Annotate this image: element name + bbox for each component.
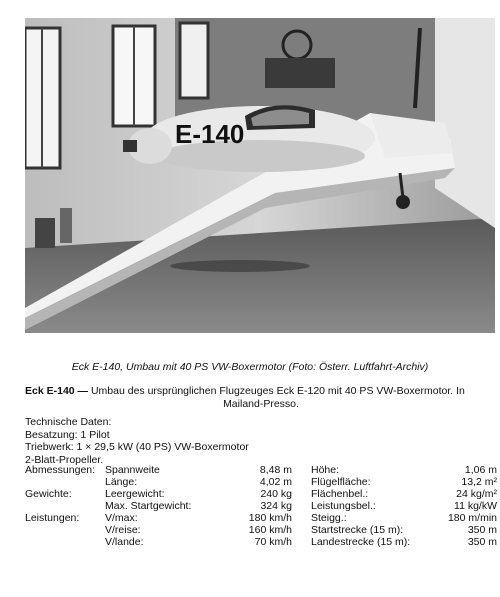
spec-group: Leistungen: [25,512,80,524]
propeller-line: 2-Blatt-Propeller. [25,453,104,466]
spec-value: 1,06 m [464,464,497,476]
spec-value: 4,02 m [259,476,292,488]
spec-value: 8,48 m [259,464,292,476]
aircraft-photo [25,18,495,333]
spec-label: Flügelfläche: [311,476,371,488]
spec-row [25,488,497,500]
spec-label: Leergewicht: [105,488,165,500]
engine-line: Triebwerk: 1 × 29,5 kW (40 PS) VW-Boxermotor [25,441,249,453]
spec-label: Landestrecke (15 m): [311,536,411,548]
spec-label: Max. Startgewicht: [105,500,192,512]
crew-line: Besatzung: 1 Pilot [25,428,110,441]
spec-value: 160 km/h [248,524,292,536]
intro-paragraph [25,385,497,410]
spec-row [25,536,497,548]
spec-row [25,500,497,512]
spec-value: 240 kg [260,488,292,500]
aircraft-name: Eck E-140 — [25,385,89,397]
aircraft-photo-illustration [25,18,495,333]
spec-label: Spannweite [105,464,160,476]
spec-value: 180 km/h [248,512,292,524]
spec-label: V/reise: [105,524,141,536]
spec-label: Startstrecke (15 m): [311,524,404,536]
spec-value: 180 m/min [447,512,497,524]
spec-value: 13,2 m² [461,476,497,488]
spec-label: Leistungsbel.: [311,500,376,512]
spec-row [25,524,497,536]
spec-table [25,464,497,548]
technical-data [25,416,497,466]
registration-marking: E-140 [175,119,245,149]
spec-value: 350 m [467,536,497,548]
spec-label: Länge: [105,476,138,488]
spec-label: Höhe: [311,464,340,476]
spec-value: 70 km/h [254,536,292,548]
intro-continuation: Mailand-Presso. [223,397,299,410]
spec-label: V/max: [105,512,138,524]
spec-value: 11 kg/kW [454,500,497,512]
spec-value: 24 kg/m² [456,488,497,500]
technical-heading: Technische Daten: [25,416,112,428]
spec-value: 350 m [467,524,497,536]
spec-label: V/lande: [105,536,144,548]
spec-label: Steigg.: [311,512,347,524]
spec-row [25,476,497,488]
spec-value: 324 kg [260,500,292,512]
spec-row [25,464,497,476]
spec-label: Flächenbel.: [311,488,369,500]
photo-caption: Eck E-140, Umbau mit 40 PS VW-Boxermotor (Foto: Österr. Luftfahrt-Archiv) [71,361,429,373]
spec-group: Abmessungen: [25,464,96,476]
spec-group: Gewichte: [25,488,72,500]
intro-text: Umbau des ursprünglichen Flugzeuges Eck E-120 mit 40 PS VW-Boxermotor. In [88,385,465,397]
spec-row [25,512,497,524]
